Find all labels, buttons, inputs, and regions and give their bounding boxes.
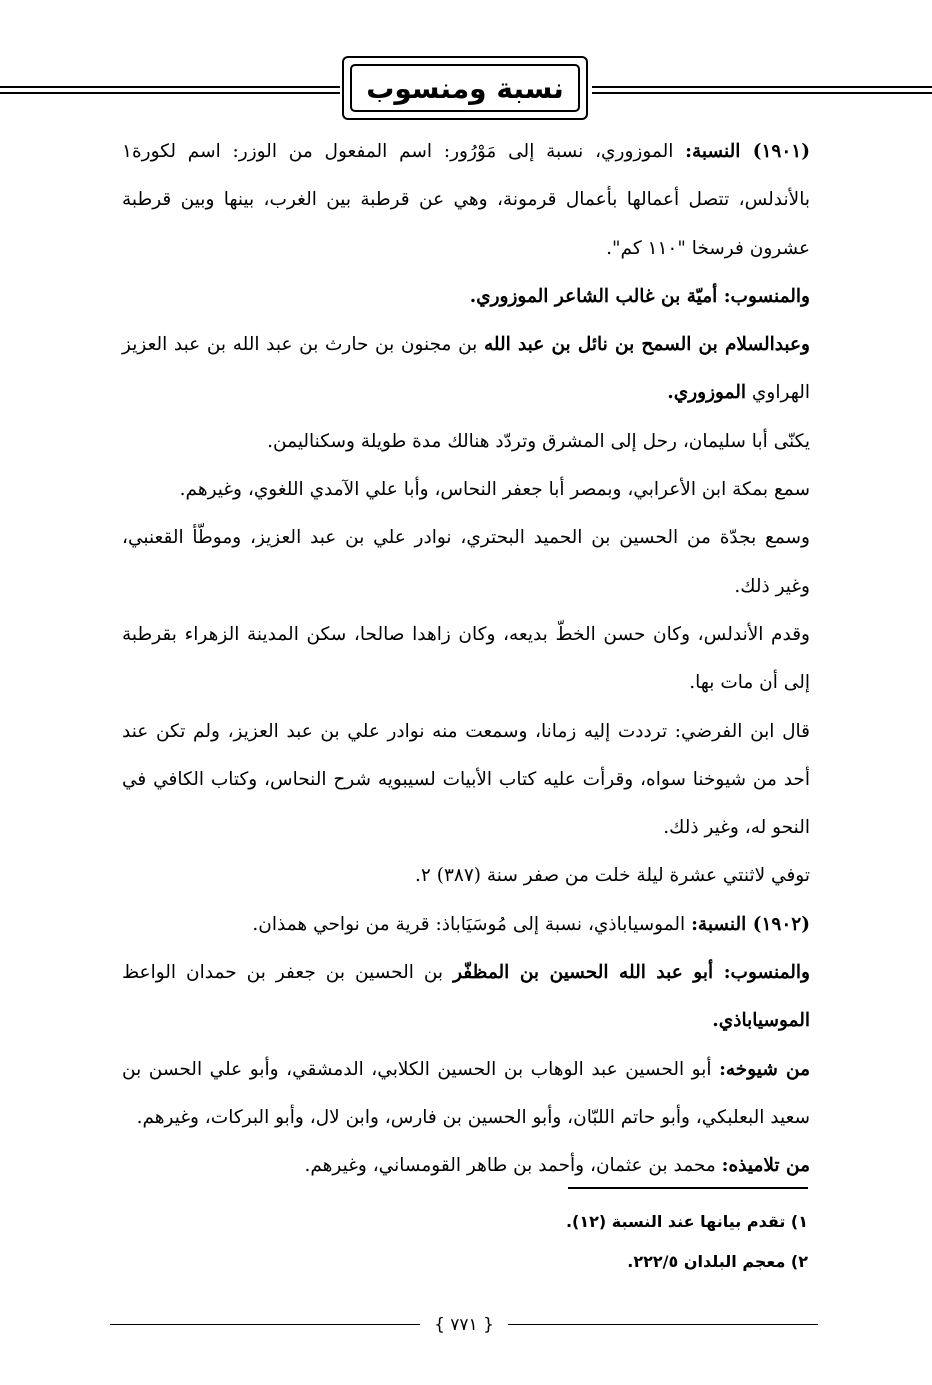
- main-text: [122, 128, 810, 1191]
- bold-text-segment: والمنسوب: أميّة بن غالب الشاعر الموزوري.: [469, 285, 810, 307]
- text-segment: يكنّى أبا سليمان، رحل إلى المشرق وتردّد هنالك مدة طويلة وسكناليمن.: [267, 430, 810, 452]
- paragraph: [122, 128, 810, 273]
- header-rule-left-top: [0, 86, 340, 88]
- text-segment: أبو الحسين عبد الوهاب بن الحسين الكلابي، الدمشقي، وأبو علي الحسن بن سعيد البعلبكي، وأبو حاتم اللبّان، وأبو الحسين بن فارس، وابن لال، وأبو البركات، وغيرهم.: [122, 1058, 810, 1128]
- bold-text-segment: الموزوري.: [667, 382, 747, 404]
- footnote-separator: [568, 1187, 808, 1189]
- page-footer: [0, 1310, 932, 1340]
- paragraph: [122, 1046, 810, 1143]
- footer-rule-right: [508, 1324, 818, 1325]
- bold-text-segment: الموسياباذي.: [712, 1010, 810, 1032]
- header-rule-left-bottom: [0, 92, 340, 94]
- header-rule-right-bottom: [592, 92, 932, 94]
- bold-text-segment: وعبدالسلام بن السمح بن نائل بن عبد الله: [483, 334, 810, 356]
- text-segment: بن الحسين بن جعفر بن حمدان الواعظ: [122, 962, 454, 984]
- footer-rule-left: [110, 1324, 420, 1325]
- paragraph: [122, 852, 810, 900]
- paragraph: [122, 321, 810, 418]
- text-segment: وسمع بجدّة من الحسين بن الحميد البحتري، نوادر علي بن عبد العزيز، وموطّأ القعنبي، وغير ذلك.: [122, 527, 810, 597]
- header-title: نسبة ومنسوب: [350, 64, 580, 112]
- page-header: [0, 56, 932, 122]
- footnotes: [300, 1202, 808, 1282]
- paragraph: [122, 466, 810, 514]
- header-rule-right-top: [592, 86, 932, 88]
- text-segment: وقدم الأندلس، وكان حسن الخطّ بديعه، وكان زاهدا صالحا، سكن المدينة الزهراء بقرطبة إلى أن مات بها.: [122, 623, 810, 694]
- bold-text-segment: من شيوخه:: [719, 1058, 810, 1080]
- bold-text-segment: من تلاميذه:: [721, 1155, 810, 1177]
- bold-text-segment: النسبة:: [691, 913, 747, 935]
- text-segment: سمع بمكة ابن الأعرابي، وبمصر أبا جعفر النحاس، وأبا علي الآمدي اللغوي، وغيرهم.: [179, 479, 810, 501]
- bold-text-segment: والمنسوب: أبو عبد الله الحسين بن المظفّر: [453, 962, 810, 984]
- paragraph: [122, 273, 810, 321]
- paragraph: [122, 901, 810, 949]
- bold-text-segment: (١٩٠١): [740, 141, 811, 162]
- text-segment: محمد بن عثمان، وأحمد بن طاهر القومساني، وغيرهم.: [304, 1155, 722, 1177]
- footnote-2: ٢) معجم البلدان ٢٢٢/٥.: [627, 1252, 808, 1271]
- paragraph: [122, 611, 810, 708]
- text-segment: قال ابن الفرضي: ترددت إليه زمانا، وسمعت منه نوادر علي بن عبد العزيز، ولم تكن عند أحد من شيوخنا سواه، وقرأت عليه كتاب الأبيات لسيبويه شرح النحاس، وكتاب الكافي في النحو له، وغير ذلك.: [122, 720, 810, 839]
- text-segment: بن مجنون بن حارث بن عبد الله بن عبد العزيز الهراوي: [122, 334, 810, 404]
- paragraph: [122, 1142, 810, 1190]
- paragraph: [122, 708, 810, 853]
- paragraph: [122, 949, 810, 1046]
- paragraph: [122, 514, 810, 611]
- bold-text-segment: النسبة:: [685, 141, 741, 162]
- text-segment: توفي لاثنتي عشرة ليلة خلت من صفر سنة (٣٨٧) ٢.: [415, 865, 810, 887]
- page-number: { ٧٧١ }: [434, 1315, 494, 1335]
- footnote-1: ١) تقدم بيانها عند النسبة (١٢).: [565, 1212, 808, 1231]
- paragraph: [122, 418, 810, 466]
- text-segment: الموزوري، نسبة إلى مَوْرُور: اسم المفعول من الوزر: اسم لكورة١ بالأندلس، تتصل أعمالها بأعمال قرمونة، وهي عن قرطبة بين الغرب، بينها وبين قرطبة عشرون فرسخا "١١٠ كم".: [122, 141, 810, 259]
- header-title-frame: [342, 56, 588, 120]
- bold-text-segment: (١٩٠٢): [746, 913, 810, 935]
- text-segment: الموسياباذي، نسبة إلى مُوسَيَاباذ: قرية من نواحي همذان.: [252, 913, 692, 935]
